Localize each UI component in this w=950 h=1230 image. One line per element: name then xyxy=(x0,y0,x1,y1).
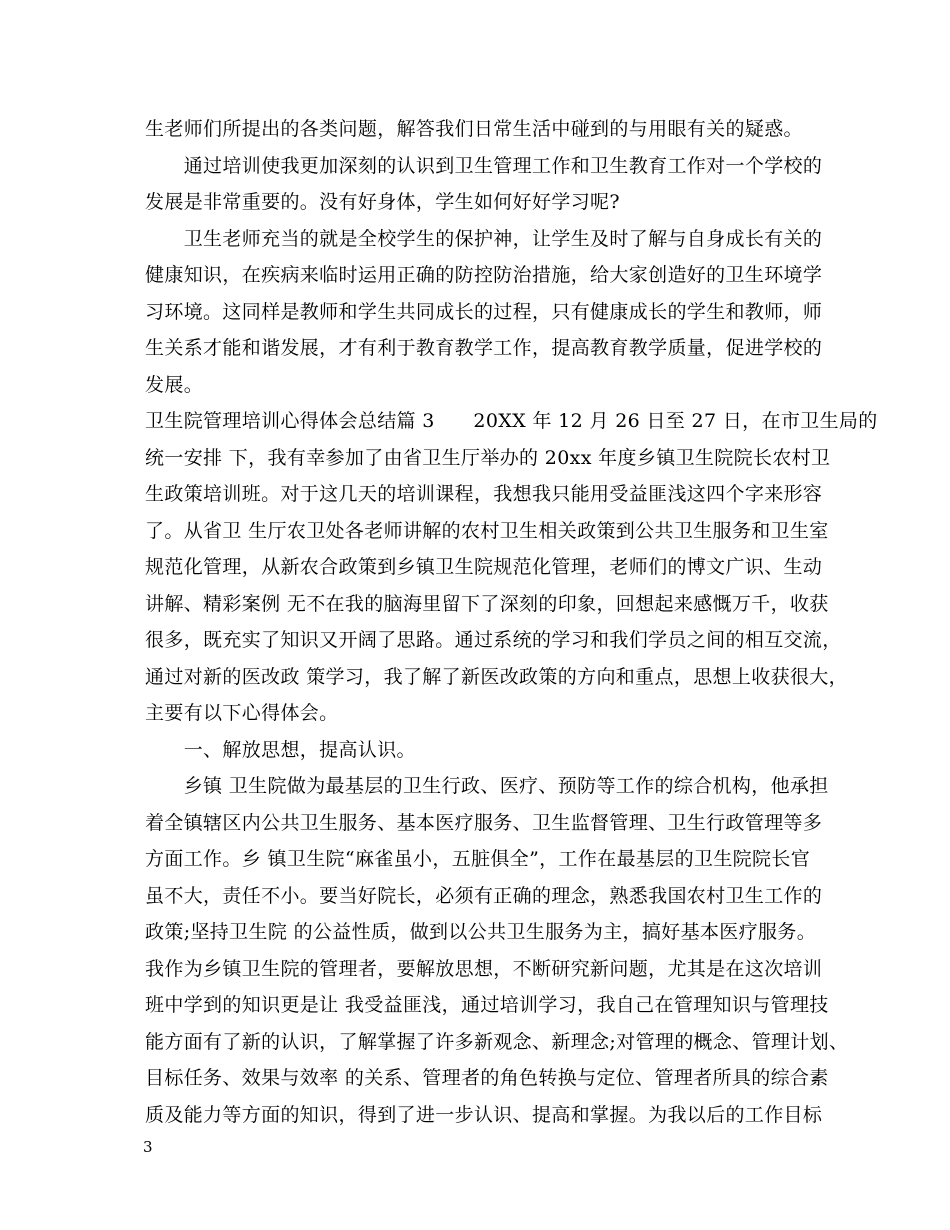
text-line: 班中学到的知识更是让 我受益匪浅，通过培训学习，我自己在管理知识与管理技 xyxy=(145,994,829,1016)
text-line: 规范化管理，从新农合政策到乡镇卫生院规范化管理，老师们的博文广识、生动 xyxy=(145,556,823,578)
text-line: 生政策培训班。对于这几天的培训课程，我想我只能用受益匪浅这四个字来形容 xyxy=(145,483,823,505)
text-line: 我作为乡镇卫生院的管理者，要解放思想，不断研究新问题，尤其是在这次培训 xyxy=(145,958,823,980)
text-line: 能方面有了新的认识，了解掌握了许多新观念、新理念;对管理的概念、管理计划、 xyxy=(145,1031,849,1053)
text-line: 讲解、精彩案例 无不在我的脑海里留下了深刻的印象，回想起来感慨万千，收获 xyxy=(145,593,829,615)
text-line: 通过对新的医改政 策学习，我了解了新医改政策的方向和重点，思想上收获很大， xyxy=(145,666,848,688)
text-line: 健康知识，在疾病来临时运用正确的防控防治措施，给大家创造好的卫生环境学 xyxy=(145,264,823,286)
text-line: 生老师们所提出的各类问题，解答我们日常生活中碰到的与用眼有关的疑惑。 xyxy=(145,118,803,140)
text-line: 习环境。这同样是教师和学生共同成长的过程，只有健康成长的学生和教师，师 xyxy=(145,301,823,323)
text-line: 卫生老师充当的就是全校学生的保护神，让学生及时了解与自身成长有关的 xyxy=(145,228,823,250)
text-line: 通过培训使我更加深刻的认识到卫生管理工作和卫生教育工作对一个学校的 xyxy=(145,155,823,177)
text-line: 很多，既充实了知识又开阔了思路。通过系统的学习和我们学员之间的相互交流， xyxy=(145,629,842,651)
text-line: 主要有以下心得体会。 xyxy=(145,702,339,724)
text-line: 着全镇辖区内公共卫生服务、基本医疗服务、卫生监督管理、卫生行政管理等多 xyxy=(145,812,823,834)
text-line: 质及能力等方面的知识，得到了进一步认识、提高和掌握。为我以后的工作目标 xyxy=(145,1104,823,1126)
text-line: 乡镇 卫生院做为最基层的卫生行政、医疗、预防等工作的综合机构，他承担 xyxy=(145,775,829,797)
text-line: 政策;坚持卫生院 的公益性质，做到以公共卫生服务为主，搞好基本医疗服务。 xyxy=(145,921,817,943)
text-line: 目标任务、效果与效率 的关系、管理者的角色转换与定位、管理者所具的综合素 xyxy=(145,1067,829,1089)
text-line: 统一安排 下，我有幸参加了由省卫生厅举办的 20xx 年度乡镇卫生院院长农村卫 xyxy=(145,447,831,469)
subheading-line: 一、解放思想，提高认识。 xyxy=(145,739,416,761)
section-heading-line: 卫生院管理培训心得体会总结篇 3 20XX 年 12 月 26 日至 27 日，在市卫生局的 xyxy=(145,410,878,432)
text-line: 了。从省卫 生厅农卫处各老师讲解的农村卫生相关政策到公共卫生服务和卫生室 xyxy=(145,520,829,542)
text-line: 发展是非常重要的。没有好身体，学生如何好好学习呢? xyxy=(145,191,620,213)
text-line: 方面工作。乡 镇卫生院“麻雀虽小，五脏俱全”，工作在最基层的卫生院院长官 xyxy=(145,848,811,870)
page-number: 3 xyxy=(143,1138,153,1156)
text-line: 发展。 xyxy=(145,374,204,396)
text-line: 虽不大，责任不小。要当好院长，必须有正确的理念，熟悉我国农村卫生工作的 xyxy=(145,885,823,907)
text-line: 生关系才能和谐发展，才有利于教育教学工作，提高教育教学质量，促进学校的 xyxy=(145,337,823,359)
